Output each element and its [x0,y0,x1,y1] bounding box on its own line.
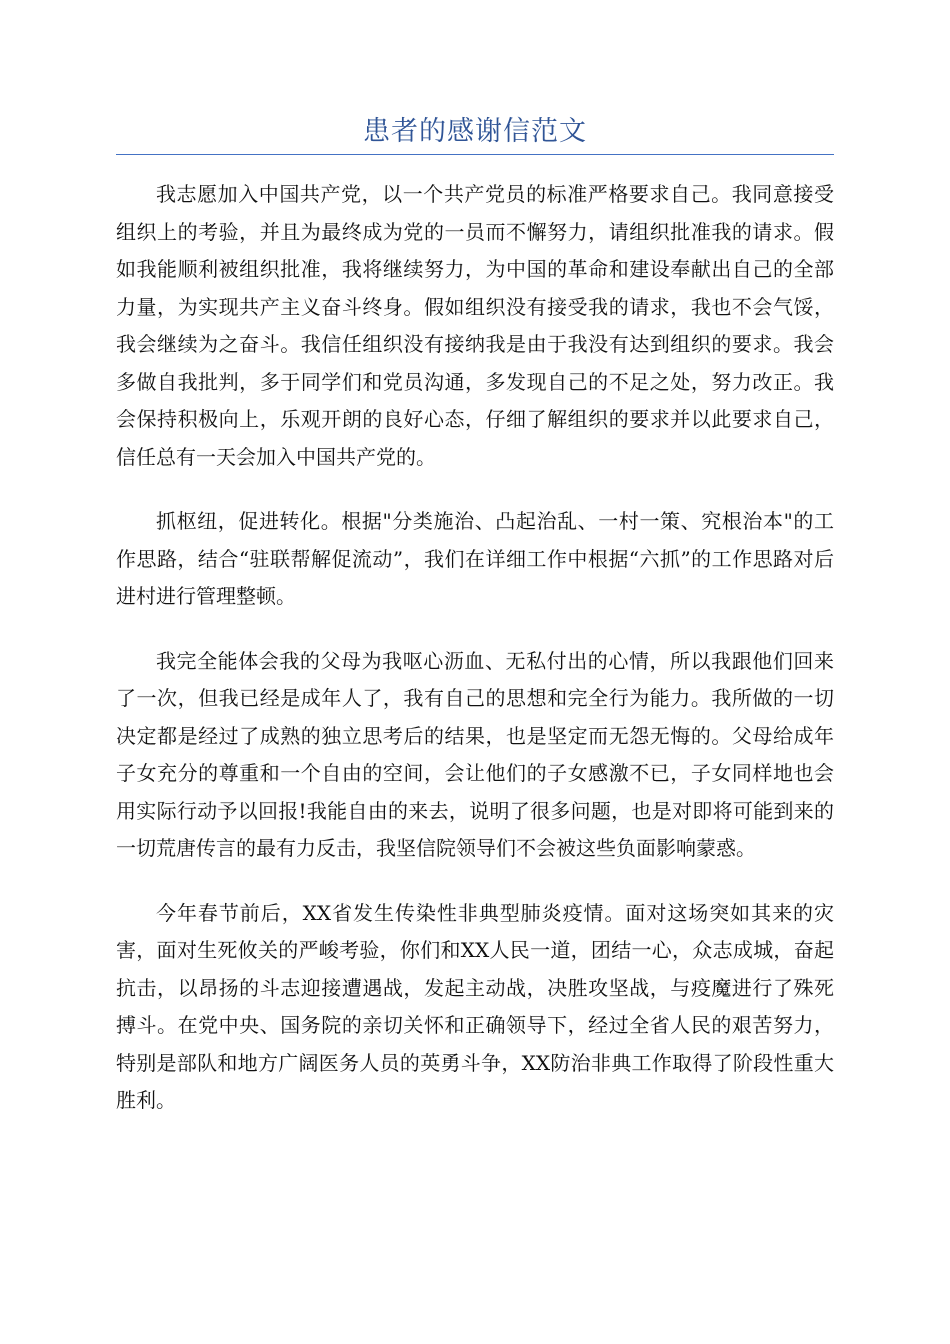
document-title: 患者的感谢信范文 [363,116,587,147]
paragraph-1: 我志愿加入中国共产党，以一个共产党员的标准严格要求自己。我同意接受组织上的考验，并且为最终成为党的一员而不懈努力，请组织批准我的请求。假如我能顺利被组织批准，我将继续努力，为中国的革命和建设奉献出自己的全部力量，为实现共产主义奋斗终身。假如组织没有接受我的请求，我也不会气馁，我会继续为之奋斗。我信任组织没有接纳我是由于我没有达到组织的要求。我会多做自我批判，多于同学们和党员沟通，多发现自己的不足之处，努力改正。我会保持积极向上，乐观开朗的良好心态，仔细了解组织的要求并以此要求自己，信任总有一天会加入中国共产党的。 [116,182,834,469]
paragraph-2: 抓枢纽，促进转化。根据"分类施治、凸起治乱、一村一策、究根治本"的工作思路，结合“驻联帮解促流动”，我们在详细工作中根据“六抓”的工作思路对后进村进行管理整顿。 [116,509,834,608]
title-underline [116,154,834,155]
document-body [116,176,834,1147]
paragraph-3: 我完全能体会我的父母为我呕心沥血、无私付出的心情，所以我跟他们回来了一次，但我已经是成年人了，我有自己的思想和完全行为能力。我所做的一切决定都是经过了成熟的独立思考后的结果，也是坚定而无怨无悔的。父母给成年子女充分的尊重和一个自由的空间，会让他们的子女感激不已，子女同样地也会用实际行动予以回报!我能自由的来去，说明了很多问题，也是对即将可能到来的一切荒唐传言的最有力反击，我坚信院领导们不会被这些负面影响蒙惑。 [116,648,834,860]
paragraph-4: 今年春节前后，XX省发生传染性非典型肺炎疫情。面对这场突如其来的灾害，面对生死攸关的严峻考验，你们和XX人民一道，团结一心，众志成城，奋起抗击，以昂扬的斗志迎接遭遇战，发起主动战，决胜攻坚战，与疫魔进行了殊死搏斗。在党中央、国务院的亲切关怀和正确领导下，经过全省人民的艰苦努力，特别是部队和地方广阔医务人员的英勇斗争，XX防治非典工作取得了阶段性重大胜利。 [116,900,834,1112]
